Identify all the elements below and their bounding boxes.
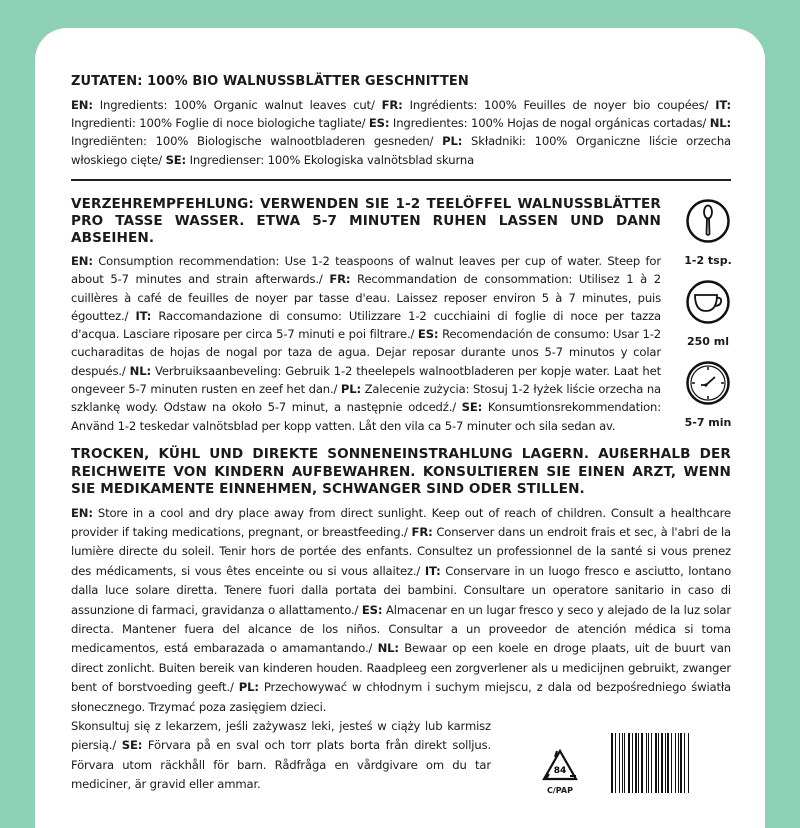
storage-heading: TROCKEN, KÜHL UND DIREKTE SONNENEINSTRAHLUNG LAGERN. AUßERHALB DER REICHWEITE VON KINDERN AUFBEWAHREN. KONSULTIEREN SIE EINEN ARZT, WENN SIE MEDIKAMENTE EINNEHMEN, SCHWANGER SIND ODER STILLEN. <box>71 446 731 497</box>
language-text: Ingrediënten: 100% Biologische walnootbladeren gesneden/ <box>71 134 443 149</box>
language-code: EN: <box>71 98 93 112</box>
language-text: Ingredientes: 100% Hojas de nogal orgánicas cortadas/ <box>389 116 710 131</box>
consumption-heading: VERZEHREMPFEHLUNG: VERWENDEN SIE 1-2 TEELÖFFEL WALNUSSBLÄTTER PRO TASSE WASSER. ETWA 5-7 MINUTEN RUHEN LASSEN UND DANN ABSEIHEN. <box>71 196 661 246</box>
language-code: FR: <box>329 272 351 287</box>
language-code: NL: <box>129 363 151 378</box>
language-code: NL: <box>377 641 399 656</box>
language-text: Conservare in un luogo fresco e asciutto, lontano dalla luce solare diretta. Tenere fuori dalla portata dei bambini. Consultare un operatore sanitario in caso di assunzione di farmaci, gravidanza o allattamento./ <box>71 563 732 617</box>
language-text: Verbruiksaanbeveling: Gebruik 1-2 theelepels walnootbladeren per kopje water. Laat het ongeveer 5-7 minuten rusten en zeef het dan./ <box>71 363 661 397</box>
language-code: SE: <box>461 400 483 415</box>
language-code: NL: <box>709 116 731 131</box>
spoon-icon <box>668 198 748 248</box>
storage-section <box>71 446 731 795</box>
clock-label: 5-7 min <box>684 416 732 429</box>
spoon-label: 1-2 tsp. <box>684 254 732 267</box>
consumption-text <box>71 252 661 435</box>
ingredients-section <box>71 73 731 169</box>
consumption-section <box>71 196 661 435</box>
language-text: Conserver dans un endroit frais et sec, à l'abri de la lumière directe du soleil. Tenir hors de portée des enfants. Consultez un professionnel de la santé si vous prenez des médicaments, si vous êtes enceinte ou si vous allaitez./ <box>71 524 731 578</box>
storage-text <box>71 504 731 717</box>
language-code: FR: <box>411 524 433 539</box>
language-text: Recommandation de consommation: Utilisez 1 à 2 cuillères à café de feuilles de noyer par tasse d'eau. Laissez reposer environ 5 à 7 minutes, puis égouttez./ <box>71 272 661 323</box>
language-code: SE: <box>165 152 187 167</box>
language-code: PL: <box>238 680 259 695</box>
clock-icon <box>668 360 748 410</box>
language-code: IT: <box>715 98 732 112</box>
recycling-number: 84 <box>553 765 567 776</box>
language-code: SE: <box>121 738 143 753</box>
language-code: EN: <box>71 254 93 268</box>
barcode-bar <box>689 733 691 793</box>
language-text: Raccomandazione di consumo: Utilizzare 1-2 cucchiaini di foglie di noce per tazza d'acqua. Lasciare riposare per circa 5-7 minuti e poi filtrare./ <box>71 308 662 342</box>
language-text: Förvara på en sval och torr plats borta från direkt solljus. Förvara utom räckhåll för barn. Rådfråga en vårdgivare om du tar mediciner, är gravid eller ammar. <box>71 738 492 792</box>
preparation-icons <box>668 198 748 441</box>
language-text: Store in a cool and dry place away from direct sunlight. Keep out of reach of children. Consult a healthcare provider if taking medications, pregnant, or breastfeeding./ <box>71 505 731 539</box>
language-text: Ingredienti: 100% Foglie di noce biologiche tagliate/ <box>71 116 369 131</box>
label-card <box>35 28 765 828</box>
language-text: Ingredienser: 100% Ekologiska valnötsblad skurna <box>186 152 475 167</box>
section-divider <box>71 179 731 181</box>
language-text: Zalecenie zużycia: Stosuj 1-2 łyżek liście orzecha na szklankę wody. Odstaw na około 5-7 minut, a następnie odcedź./ <box>71 382 661 415</box>
language-text: Ingredients: 100% Organic walnut leaves cut/ <box>92 98 382 112</box>
recycling-label: C/PAP <box>547 785 573 795</box>
recycling-icon <box>540 748 580 784</box>
language-code: ES: <box>361 602 383 617</box>
language-text: Almacenar en un lugar fresco y seco y alejado de la luz solar directa. Mantener fuera del alcance de los niños. Consultar a un proveedor de atención médica si toma medicamentos, está embarazada o amamantando./ <box>71 602 731 656</box>
language-text: Składniki: 100% Organiczne liście orzecha włoskiego cięte/ <box>71 134 731 167</box>
language-text: Recomendación de consumo: Usar 1-2 cucharaditas de hojas de nogal por taza de agua. Dejar reposar durante unos 5-7 minutos y colar después./ <box>71 327 661 378</box>
language-code: PL: <box>442 134 463 149</box>
language-code: EN: <box>71 505 93 520</box>
language-text: Consumption recommendation: Use 1-2 teaspoons of walnut leaves per cup of water. Steep for about 5-7 minutes and strain afterwards./ <box>71 254 661 287</box>
ingredients-text <box>71 96 731 169</box>
language-code: ES: <box>368 116 390 131</box>
language-code: IT: <box>424 563 441 578</box>
storage-text-continued <box>71 717 491 795</box>
language-code: FR: <box>381 98 403 112</box>
cup-label: 250 ml <box>686 335 730 348</box>
language-text: Przechowywać w chłodnym i suchym miejscu, z dala od bezpośredniego światła słonecznego. Trzymać poza zasięgiem dzieci. <box>71 680 731 714</box>
ingredients-heading: ZUTATEN: 100% BIO WALNUSSBLÄTTER GESCHNITTEN <box>71 74 469 89</box>
language-code: PL: <box>340 382 361 397</box>
storage-bottom <box>71 717 731 795</box>
language-code: ES: <box>417 327 439 342</box>
language-text: Skonsultuj się z lekarzem, jeśli zażywasz leki, jesteś w ciąży lub karmisz piersią./ <box>71 718 491 753</box>
language-text: Konsumtionsrekommendation: Använd 1-2 teskedar valnötsblad per kopp vatten. Låt den vila ca 5-7 minuter och sila sedan av. <box>71 400 661 433</box>
cup-icon <box>668 279 748 329</box>
language-code: IT: <box>135 308 152 323</box>
barcode <box>611 733 691 793</box>
language-text: Ingrédients: 100% Feuilles de noyer bio coupées/ <box>402 98 716 112</box>
language-text: Bewaar op een koele en droge plaats, uit de buurt van direct zonlicht. Buiten bereik van kinderen houden. Raadpleeg een zorgverlener als u medicijnen gebruikt, zwanger bent of borstvoeding geeft./ <box>71 641 732 695</box>
recycling-symbol <box>535 748 585 795</box>
